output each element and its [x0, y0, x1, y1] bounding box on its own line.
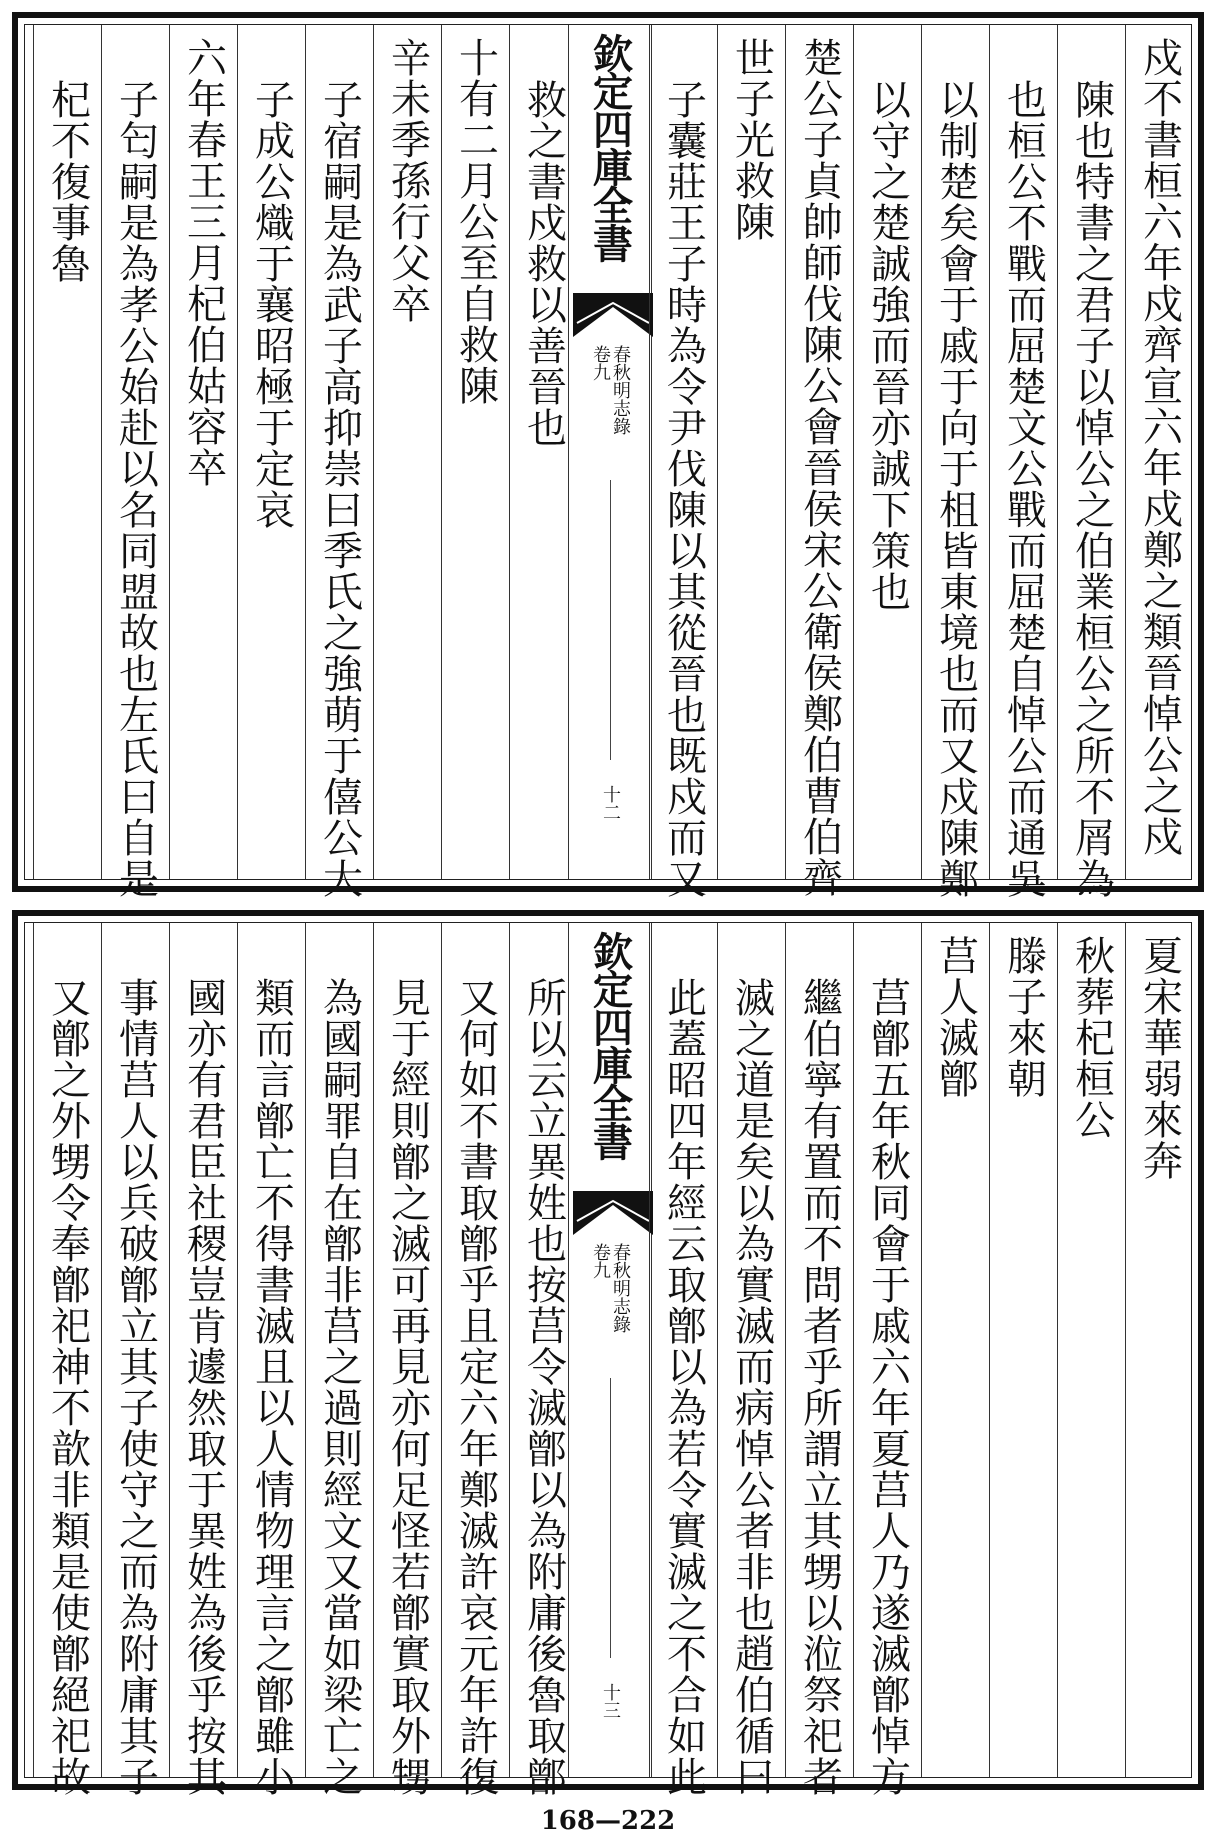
- column-text: 戍不書桓六年戍齊宣六年戍鄭之類晉悼公之戍: [1136, 37, 1183, 857]
- page-number: 168—222: [540, 1806, 676, 1836]
- text-column: [305, 923, 373, 1797]
- text-column: [101, 923, 169, 1797]
- folio-number: 十三: [599, 1683, 621, 1719]
- column-text: 子成公熾于襄昭極于定哀: [248, 79, 295, 530]
- column-text: 十有二月公至自救陳: [452, 37, 499, 406]
- column-text: 莒人滅鄫: [932, 935, 979, 1099]
- column-text: 事情莒人以兵破鄫立其子使守之而為附庸其子: [112, 977, 159, 1797]
- fish-tail-mark-icon: [573, 1191, 653, 1235]
- text-column: [509, 25, 577, 879]
- text-column: [649, 923, 717, 1797]
- column-text: 以守之楚誠強而晉亦誠下策也: [864, 79, 911, 612]
- text-column: [989, 923, 1057, 1777]
- column-text: 夏宋華弱來奔: [1136, 935, 1183, 1181]
- text-column: [169, 25, 237, 879]
- text-column: [509, 923, 577, 1797]
- top-page: [12, 12, 1204, 899]
- text-column: [373, 25, 441, 879]
- text-column: [1125, 923, 1193, 1777]
- text-column: [1057, 25, 1125, 899]
- text-column: [785, 923, 853, 1797]
- text-column: [785, 25, 853, 898]
- top-page-frame: [24, 24, 1192, 899]
- column-text: 子宿嗣是為武子高抑崇曰季氏之強萌于僖公大: [316, 79, 363, 899]
- column-text: 也桓公不戰而屈楚文公戰而屈楚自悼公而通吳: [1000, 79, 1047, 899]
- column-text: 為國嗣罪自在鄫非莒之過則經文又當如梁亡之: [316, 977, 363, 1797]
- text-column: [717, 923, 785, 1797]
- text-column: [441, 923, 509, 1797]
- column-text: 陳也特書之君子以悼公之伯業桓公之所不屑為: [1068, 79, 1115, 899]
- center-rule: [610, 1378, 611, 1658]
- column-text: 類而言鄫亡不得書滅且以人情物理言之鄫雖小: [248, 977, 295, 1797]
- bottom-page-frame: [24, 922, 1192, 1797]
- text-column: [101, 25, 169, 899]
- column-text: 見于經則鄫之滅可再見亦何足怪若鄫實取外甥: [384, 977, 431, 1797]
- volume-title: 春秋明志錄: [609, 345, 631, 435]
- text-column: [33, 25, 101, 879]
- book-title: 欽定四庫全書: [586, 33, 634, 261]
- column-text: 此蓋昭四年經云取鄫以為若令實滅之不合如此: [660, 977, 707, 1797]
- text-column: [441, 25, 509, 879]
- folio-number: 十二: [599, 785, 621, 821]
- volume-info: [591, 1243, 629, 1333]
- volume-number: 卷九: [589, 345, 611, 381]
- column-text: 滕子來朝: [1000, 935, 1047, 1099]
- column-text: 杞不復事魯: [44, 79, 91, 284]
- text-column: [921, 25, 989, 899]
- column-text: 救之書戍救以善晉也: [520, 79, 567, 448]
- column-text: 又鄫之外甥令奉鄫祀神不歆非類是使鄫絕祀故: [44, 977, 91, 1797]
- center-rule: [610, 480, 611, 760]
- text-column: [305, 25, 373, 899]
- text-column: [33, 923, 101, 1797]
- text-column: [649, 25, 717, 899]
- text-column: [1125, 25, 1193, 879]
- text-column: [1057, 923, 1125, 1777]
- column-text: 子匄嗣是為孝公始赴以名同盟故也左氏曰自是: [112, 79, 159, 899]
- column-text: 繼伯寧有置而不問者乎所謂立其甥以涖祭祀者: [796, 977, 843, 1797]
- column-text: 又何如不書取鄫乎且定六年鄭滅許哀元年許復: [452, 977, 499, 1797]
- column-text: 六年春王三月杞伯姑容卒: [180, 37, 227, 488]
- volume-number: 卷九: [589, 1243, 611, 1279]
- column-text: 秋葬杞桓公: [1068, 935, 1115, 1140]
- text-column: [853, 923, 921, 1797]
- center-margin-column: [568, 25, 652, 879]
- text-column: [237, 923, 305, 1797]
- text-column: [989, 25, 1057, 899]
- text-column: [921, 923, 989, 1777]
- book-title: 欽定四庫全書: [586, 931, 634, 1159]
- column-text: 世子光救陳: [728, 37, 775, 242]
- column-text: 辛未季孫行父卒: [384, 37, 431, 324]
- column-text: 以制楚矣會于戚于向于柤皆東境也而又戍陳鄭: [932, 79, 979, 899]
- text-column: [853, 25, 921, 879]
- fish-tail-mark-icon: [573, 293, 653, 337]
- column-text: 國亦有君臣社稷豈肯遽然取于異姓為後乎按其: [180, 977, 227, 1797]
- volume-title: 春秋明志錄: [609, 1243, 631, 1333]
- column-text: 莒鄫五年秋同會于戚六年夏莒人乃遂滅鄫悼方: [864, 977, 911, 1797]
- center-margin-column: [568, 923, 652, 1777]
- text-column: [237, 25, 305, 879]
- column-text: 滅之道是矣以為實滅而病悼公者非也趙伯循曰: [728, 977, 775, 1797]
- column-text: 所以云立異姓也按莒令滅鄫以為附庸後魯取鄫: [520, 977, 567, 1797]
- column-text: 楚公子貞帥師伐陳公會晉侯宋公衛侯鄭伯曹伯齊: [796, 37, 843, 898]
- volume-info: [591, 345, 629, 435]
- bottom-page: [12, 910, 1204, 1797]
- column-text: 子囊莊王子時為令尹伐陳以其從晉也既戍而又: [660, 79, 707, 899]
- text-column: [169, 923, 237, 1797]
- text-column: [373, 923, 441, 1797]
- text-column: [717, 25, 785, 879]
